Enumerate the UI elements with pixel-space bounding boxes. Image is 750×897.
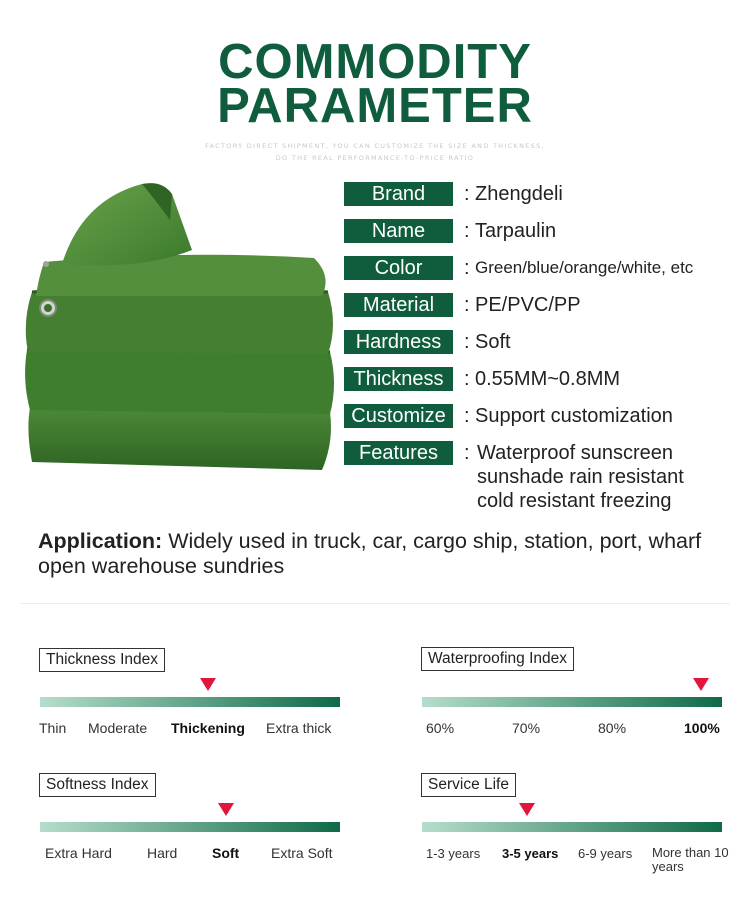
waterproofing-index-bar	[422, 697, 722, 707]
features-line: cold resistant freezing	[477, 490, 672, 512]
thickness-tick: Moderate	[88, 720, 148, 736]
service-life-tick: 6-9 years	[578, 846, 633, 861]
param-colon: :	[464, 220, 470, 242]
param-value-brand: Zhengdeli	[475, 183, 563, 205]
thickness-tick-selected: Thickening	[171, 720, 245, 736]
thickness-marker-icon	[200, 678, 216, 691]
waterproofing-tick: 60%	[426, 720, 455, 736]
param-label-material: Material	[344, 293, 453, 317]
page-title-line1: COMMODITY	[218, 35, 532, 89]
param-value-color: Green/blue/orange/white, etc	[475, 258, 694, 277]
tarpaulin-image	[22, 180, 337, 472]
param-value-material: PE/PVC/PP	[475, 294, 581, 316]
param-colon: :	[464, 294, 470, 316]
features-line: Waterproof sunscreen	[477, 442, 674, 464]
param-colon: :	[464, 442, 470, 464]
application-description: Widely used in truck, car, cargo ship, station, port, wharf open warehouse sundries	[38, 529, 702, 578]
service-life-marker-icon	[519, 803, 535, 816]
section-divider	[20, 603, 730, 604]
service-life-label: Service Life	[421, 773, 516, 797]
service-life-tick: 1-3 years	[426, 846, 481, 861]
page-title-line2: PARAMETER	[217, 79, 533, 133]
softness-marker-icon	[218, 803, 234, 816]
softness-tick-selected: Soft	[212, 845, 240, 861]
service-life-tick: More than 10 years	[652, 845, 729, 874]
param-row-hardness	[344, 330, 744, 356]
service-life-tick-selected: 3-5 years	[502, 846, 559, 861]
thickness-tick: Extra thick	[266, 720, 332, 736]
param-colon: :	[464, 405, 470, 427]
param-colon: :	[464, 331, 470, 353]
param-row-thickness	[344, 367, 744, 393]
param-row-material	[344, 293, 744, 319]
softness-tick: Extra Hard	[45, 845, 112, 861]
param-row-color	[344, 256, 744, 282]
service-life-bar	[422, 822, 722, 832]
waterproofing-tick: 70%	[512, 720, 541, 736]
param-value-hardness: Soft	[475, 331, 511, 353]
param-label-color: Color	[344, 256, 453, 280]
param-colon: :	[464, 368, 470, 390]
param-row-brand	[344, 182, 744, 208]
param-label-name: Name	[344, 219, 453, 243]
param-row-features	[344, 441, 744, 521]
param-value-features	[477, 441, 737, 513]
softness-index-bar	[40, 822, 340, 832]
application-label: Application:	[38, 529, 163, 553]
param-value-thickness: 0.55MM~0.8MM	[475, 368, 621, 390]
thickness-tick: Thin	[39, 720, 67, 736]
subtitle-line2: DO THE REAL PERFORMANCE-TO-PRICE RATIO	[275, 154, 475, 162]
subtitle-line1: FACTORY DIRECT SHIPMENT, YOU CAN CUSTOMIZE THE SIZE AND THICKNESS,	[205, 142, 545, 150]
param-value-name: Tarpaulin	[475, 220, 557, 242]
waterproofing-marker-icon	[693, 678, 709, 691]
param-label-customize: Customize	[344, 404, 453, 428]
param-label-features: Features	[344, 441, 453, 465]
param-value-customize: Support customization	[475, 405, 673, 427]
param-label-hardness: Hardness	[344, 330, 453, 354]
param-label-thickness: Thickness	[344, 367, 453, 391]
softness-index-label: Softness Index	[39, 773, 156, 797]
softness-tick: Hard	[147, 845, 178, 861]
param-row-customize	[344, 404, 744, 430]
application-text	[38, 529, 728, 579]
waterproofing-tick-selected: 100%	[684, 720, 720, 736]
waterproofing-index-label: Waterproofing Index	[421, 647, 574, 671]
param-label-brand: Brand	[344, 182, 453, 206]
param-colon: :	[464, 183, 470, 205]
param-colon: :	[464, 257, 470, 279]
features-line: sunshade rain resistant	[477, 466, 684, 488]
thickness-index-bar	[40, 697, 340, 707]
thickness-index-label: Thickness Index	[39, 648, 165, 672]
softness-tick: Extra Soft	[271, 845, 333, 861]
waterproofing-tick: 80%	[598, 720, 627, 736]
param-row-name	[344, 219, 744, 245]
